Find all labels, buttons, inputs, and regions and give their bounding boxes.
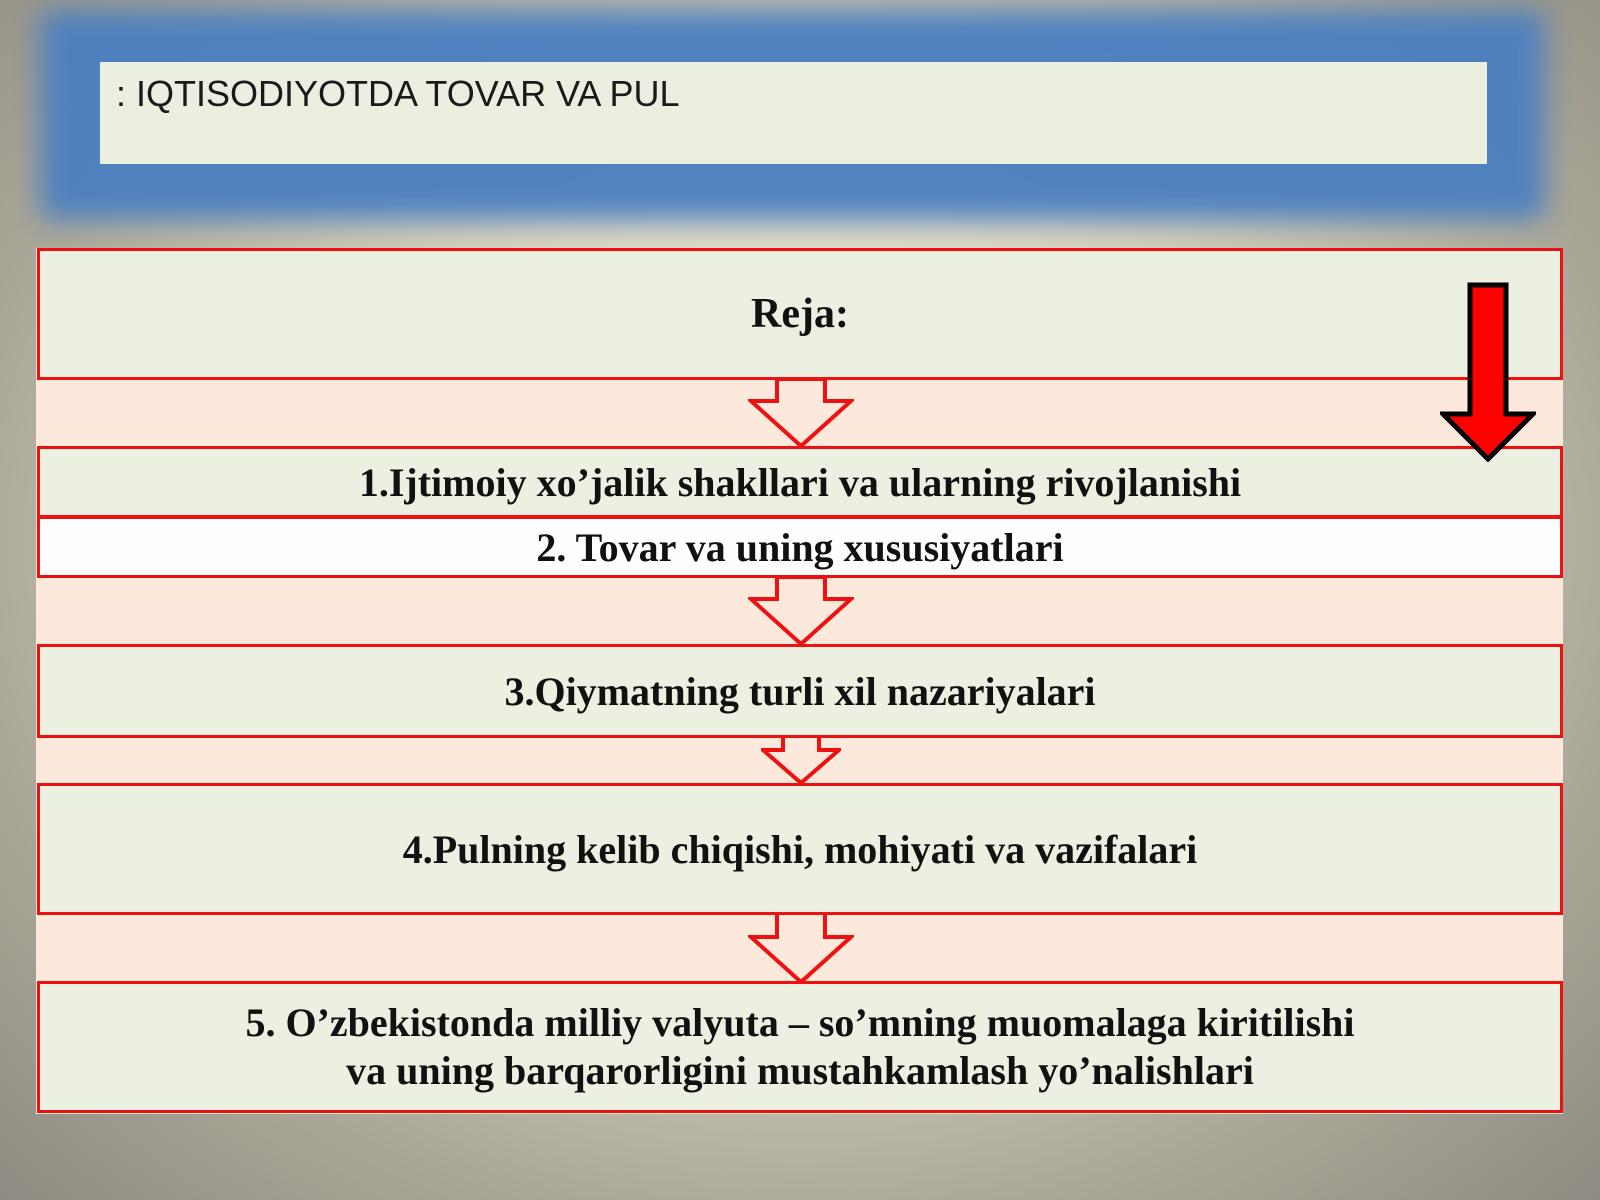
plan-item-label: 4.Pulning kelib chiqishi, mohiyati va vazifalari [402, 826, 1198, 872]
hollow-down-arrow-icon [761, 736, 841, 786]
plan-heading: Reja: [751, 291, 849, 337]
page-title: : IQTISODIYOTDA TOVAR VA PUL [116, 73, 680, 114]
plan-item-label: 5. O’zbekistonda milliy valyuta – so’mning muomalaga kiritilishi va uning barqarorligini mustahkamlash yo’nalishlari [245, 1000, 1355, 1093]
down-arrow-icon [1440, 282, 1536, 462]
plan-item-1 [37, 446, 1563, 518]
plan-item-3 [37, 644, 1563, 738]
plan-item-2 [37, 516, 1563, 578]
plan-item-label: 2. Tovar va uning xususiyatlari [536, 524, 1064, 570]
plan-item-4 [37, 783, 1563, 915]
hollow-down-arrow-icon [748, 913, 854, 985]
title-box [100, 62, 1487, 164]
plan-item-5 [37, 981, 1563, 1113]
plan-item-label: 1.Ijtimoiy xo’jalik shakllari va ularning rivojlanishi [358, 459, 1242, 505]
hollow-down-arrow-icon [748, 379, 854, 449]
plan-item-label: 3.Qiymatning turli xil nazariyalari [504, 668, 1096, 714]
hollow-down-arrow-icon [748, 577, 854, 647]
plan-heading-box [37, 248, 1563, 380]
